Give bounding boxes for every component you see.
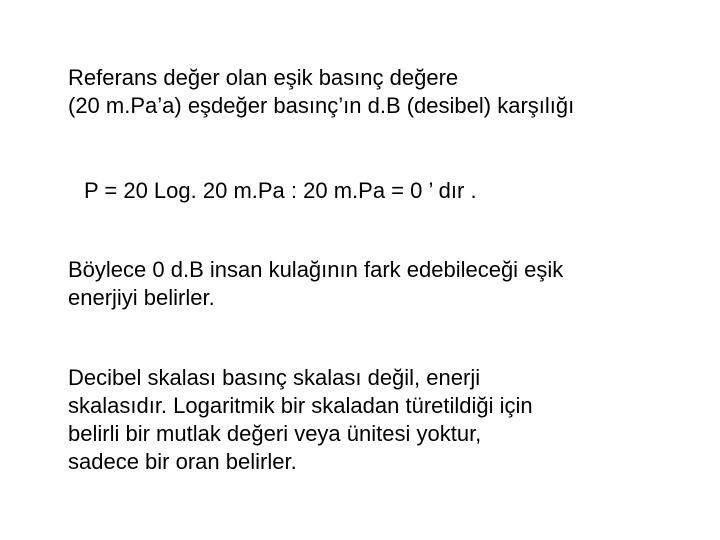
threshold-reference-paragraph bbox=[68, 64, 574, 120]
paragraph-line: Decibel skalası basınç skalası değil, enerji bbox=[68, 365, 481, 390]
paragraph-line: sadece bir oran belirler. bbox=[68, 449, 297, 474]
formula-line: P = 20 Log. 20 m.Pa : 20 m.Pa = 0 ’ dır . bbox=[84, 178, 477, 203]
paragraph-line: belirli bir mutlak değeri veya ünitesi yoktur, bbox=[68, 421, 482, 446]
paragraph-line: skalasıdır. Logaritmik bir skaladan türetildiği için bbox=[68, 393, 533, 418]
decibel-scale-paragraph bbox=[68, 364, 533, 476]
paragraph-line: Böylece 0 d.B insan kulağının fark edebileceği eşik bbox=[68, 257, 564, 282]
paragraph-line: enerjiyi belirler. bbox=[68, 285, 215, 310]
paragraph-line: (20 m.Pa’a) eşdeğer basınç’ın d.B (desibel) karşılığı bbox=[68, 93, 575, 118]
paragraph-line: Referans değer olan eşik basınç değere bbox=[68, 65, 459, 90]
zero-db-paragraph bbox=[68, 256, 563, 312]
